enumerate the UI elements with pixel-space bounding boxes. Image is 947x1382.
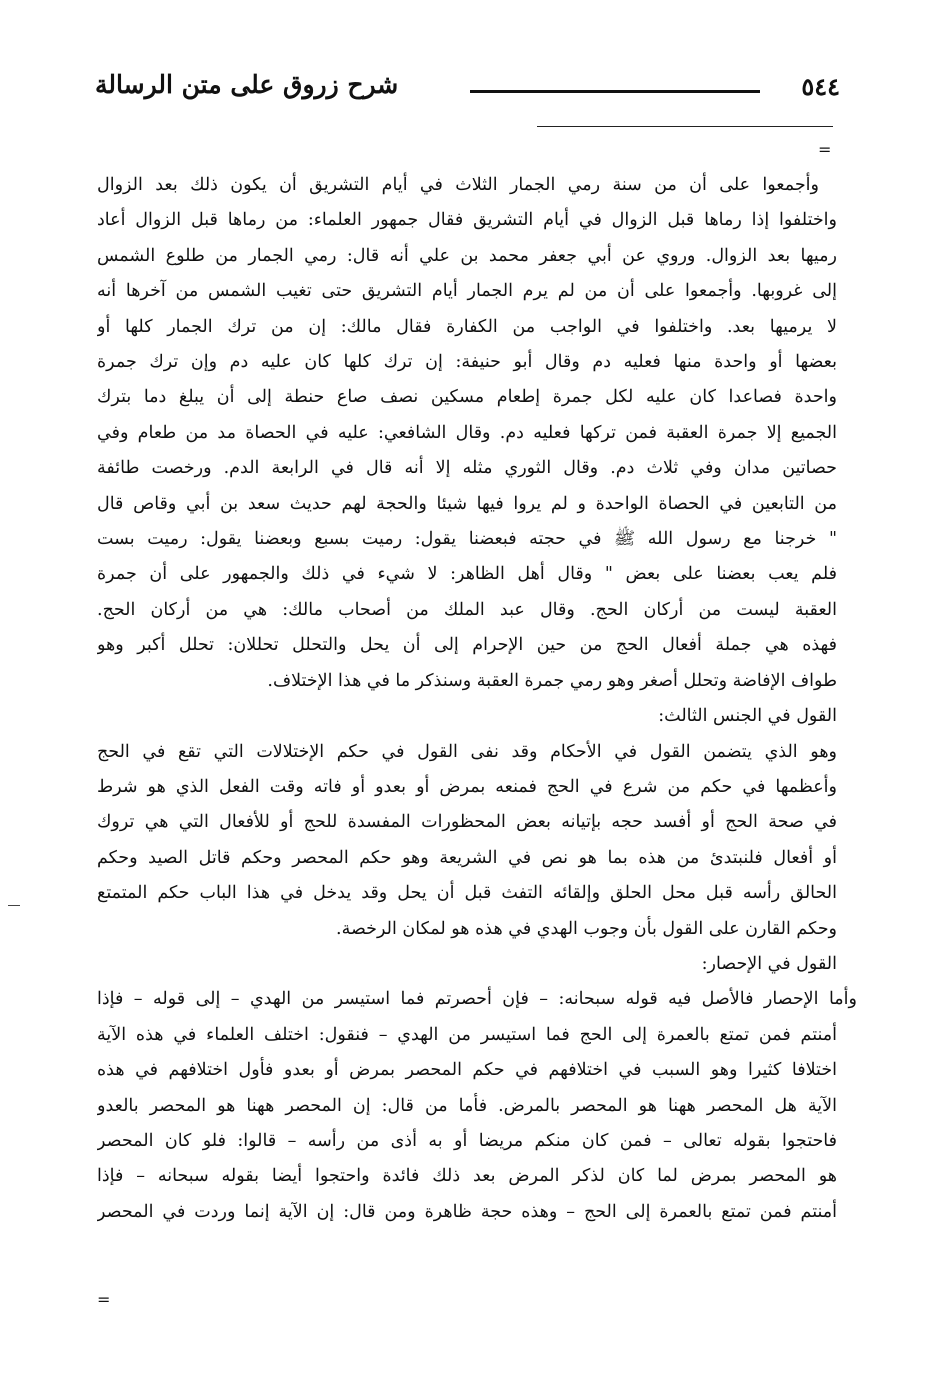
text-line: واحدة فصاعدا كان عليه لكل جمرة إطعام مسكين نصف صاع حنطة إلى أن يبلغ دما بترك [97, 387, 837, 408]
continuation-mark-top: = [818, 140, 832, 159]
footnote-rule [537, 126, 833, 127]
text-line: الجميع إلا جمرة العقبة فمن تركها فعليه دم. وقال الشافعي: عليه في الحصاة مد من طعام وفي [97, 422, 837, 443]
paragraph-3 [97, 982, 857, 1230]
text-line: أو أفعال فلنبتدئ من هذه بما هو نص في الشريعة وهو حكم المحصر وحكم قاتل الصيد وحكم [97, 847, 837, 868]
text-line: رميها بعد الزوال. وروي عن أبي جعفر محمد بن علي أنه قال: رمي الجمار من طلوع الشمس [97, 245, 837, 266]
section-heading-third-genus [97, 699, 837, 734]
text-line: العقبة ليست من أركان الحج. وقال عبد الملك من أصحاب مالك: هي من أركان الحج. [97, 599, 837, 620]
text-line: لا يرميها بعد. واختلفوا في الواجب من الكفارة فقال مالك: إن من ترك الجمار كلها أو [97, 316, 837, 337]
text-line: اختلافا كثيرا وهو السبب في اختلافهم في حكم المحصر بمرض أو بعدو فأول اختلافهم في هذه [97, 1060, 837, 1081]
text-line: إلى غروبها. وأجمعوا على أن من لم يرم الجمار أيام التشريق حتى تغيب الشمس من آخرها أنه [97, 281, 837, 302]
text-line: وأجمعوا على أن من سنة رمي الجمار الثلاث في أيام التشريق أن يكون ذلك بعد الزوال [97, 175, 819, 195]
text-line: بعضها أو واحدة منها فعليه دم وقال أبو حنيفة: إن ترك كلها كان عليه دم وإن ترك جمرة [97, 352, 837, 373]
text-line: " خرجنا مع رسول الله ﷺ في حجته فبعضنا يقول: رميت بسبع وبعضنا يقول: رميت بست [97, 529, 837, 550]
text-line: الحالق رأسه قبل محل الحلق وإلقائه التفث قبل أن يحل وقد يدخل في هذا الباب حكم المتمتع [97, 883, 837, 904]
text-line: في صحة الحج أو أفسد حجه بإتيانه بعض المحظورات المفسدة للحج أو للأفعال التي هي تروك [97, 812, 837, 833]
text-line: وهو الذي يتضمن القول في الأحكام وقد نفى القول في حكم الإختلالات التي تقع في الحج [97, 741, 837, 762]
section-heading: القول في الإحصار: [701, 953, 837, 974]
text-line: فاحتجوا بقوله تعالى – فمن كان منكم مريضا أو به أذى من رأسه – قالوا: فلو كان المحصر [97, 1130, 837, 1151]
page-header [95, 70, 840, 110]
text-line: حصاتين مدان وفي ثلاث دم. وقال الثوري مثله إلا أنه قال في الرابعة الدم. ورخصت طائفة [97, 458, 837, 479]
text-line: وأما الإحصار فالأصل فيه قوله سبحانه: – فإن أحصرتم فما استيسر من الهدي – إلى قوله – فإذا [97, 989, 857, 1010]
page-number: ٥٤٤ [801, 72, 840, 101]
text-line: أمنتم فمن تمتع بالعمرة إلى الحج فما استيسر من الهدي – فنقول: اختلف العلماء في هذه الآية [97, 1024, 837, 1045]
text-line: وأعظمها في حكم من شرع في الحج فمنعه بمرض أو بعدو أو فاته وقت الفعل الذي هو شرط [97, 776, 837, 797]
paragraph-1 [97, 168, 837, 699]
text-line: هو المحصر بمرض لما كان لذكر المرض بعد ذلك فائدة واحتجوا أيضا بقوله سبحانه – فإذا [97, 1166, 837, 1187]
book-title: شرح زروق على متن الرسالة [95, 70, 399, 99]
section-heading-ihsar [97, 947, 837, 982]
text-line: واختلفوا إذا رماها قبل الزوال في أيام التشريق فقال جمهور العلماء: من رماها قبل الزوال أعاد [97, 210, 837, 231]
continuation-mark-bottom: = [97, 1290, 111, 1309]
text-line: وحكم القارن على القول بأن وجوب الهدي في هذه هو لمكان الرخصة. [336, 918, 837, 939]
text-line: أمنتم فمن تمتع بالعمرة إلى الحج – وهذه حجة ظاهرة ومن قال: إن الآية إنما وردت في المحصر [97, 1201, 837, 1222]
text-line: فلم يعب بعضنا على بعض " وقال أهل الظاهر: لا شيء في ذلك والجمهور على أن جمرة [97, 564, 837, 585]
text-line: من التابعين في الحصاة الواحدة و لم يروا فيها شيئا والحجة لهم حديث سعد بن أبي وقاص قال [97, 493, 837, 514]
paragraph-2 [97, 735, 837, 947]
header-rule [470, 90, 760, 93]
text-line: طواف الإفاضة وتحلل أصغر وهو رمي جمرة العقبة وسنذكر ما في هذا الإختلاف. [267, 670, 837, 691]
body-text [97, 168, 857, 1230]
text-line: الآية هل المحصر ههنا هو المحصر بالمرض. فأما من قال: إن المحصر ههنا هو المحصر بالعدو [97, 1095, 837, 1116]
section-heading: القول في الجنس الثالث: [658, 706, 837, 727]
margin-dash [8, 905, 20, 906]
text-line: فهذه هي جملة أفعال الحج من حين الإحرام إلى أن يحل والتحلل تحللان: تحلل أكبر وهو [97, 635, 837, 656]
